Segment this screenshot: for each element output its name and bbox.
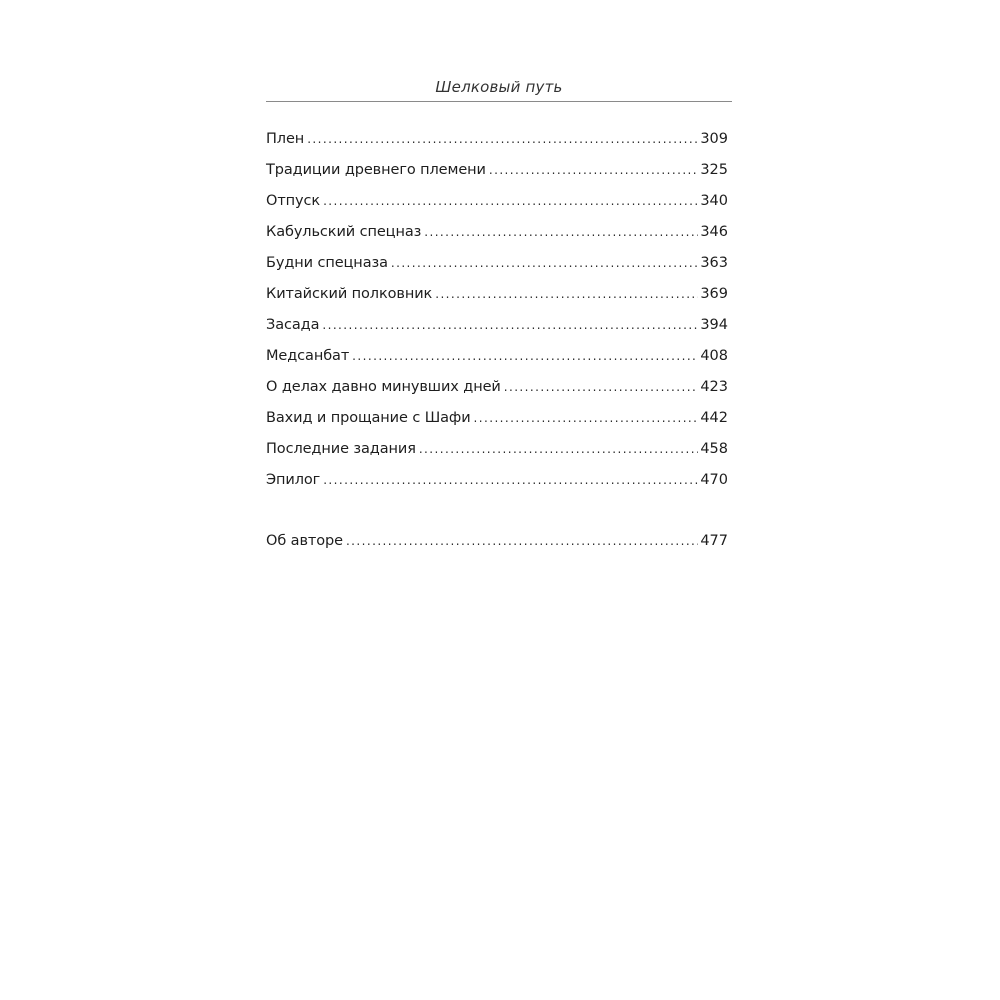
toc-entry (266, 279, 728, 310)
toc-entry-title: Плен (266, 131, 305, 147)
toc-dot-leader (419, 434, 698, 465)
toc-dot-leader (323, 465, 698, 496)
toc-dot-leader (346, 526, 698, 557)
toc-entry (266, 434, 728, 465)
toc-entry-page: 394 (700, 317, 728, 333)
toc-dot-leader (322, 310, 698, 341)
toc-entry-page: 325 (700, 162, 728, 178)
toc-entry-page: 363 (700, 255, 728, 271)
toc-dot-leader (435, 279, 698, 310)
toc-entry-page: 458 (700, 441, 728, 457)
toc-entry-page: 346 (700, 224, 728, 240)
toc-dot-leader (504, 372, 699, 403)
toc-entry-title: Будни спецназа (266, 255, 388, 271)
toc-entry-page: 477 (700, 533, 728, 549)
toc-entry (266, 155, 728, 186)
toc-entry-title: Отпуск (266, 193, 321, 209)
toc-entry-title: Традиции древнего племени (266, 162, 486, 178)
toc-entry-about-author (266, 526, 728, 557)
toc-dot-leader (489, 155, 698, 186)
toc-entry-page: 423 (700, 379, 728, 395)
toc-entry-title: Об авторе (266, 533, 343, 549)
toc-dot-leader (352, 341, 698, 372)
toc-entry (266, 124, 728, 155)
toc-entry-title: Медсанбат (266, 348, 350, 364)
toc-entry (266, 186, 728, 217)
toc-entry-title: Кабульский спецназ (266, 224, 422, 240)
toc-entry-page: 408 (700, 348, 728, 364)
table-of-contents (266, 124, 728, 557)
toc-entry-page: 369 (700, 286, 728, 302)
toc-entry (266, 465, 728, 496)
running-header: Шелковый путь (435, 78, 563, 96)
toc-entry-title: О делах давно минувших дней (266, 379, 501, 395)
toc-dot-leader (307, 124, 698, 155)
toc-entry (266, 248, 728, 279)
toc-entry-page: 470 (700, 472, 728, 488)
toc-entry (266, 372, 728, 403)
toc-entry (266, 403, 728, 434)
toc-entry-page: 340 (700, 193, 728, 209)
toc-entry (266, 310, 728, 341)
toc-entry-title: Китайский полковник (266, 286, 433, 302)
toc-dot-leader (323, 186, 698, 217)
toc-dot-leader (391, 248, 698, 279)
toc-entry-title: Последние задания (266, 441, 416, 457)
toc-entry (266, 217, 728, 248)
toc-entry-title: Вахид и прощание с Шафи (266, 410, 471, 426)
toc-entry (266, 341, 728, 372)
toc-entry-page: 442 (700, 410, 728, 426)
toc-entry-title: Эпилог (266, 472, 321, 488)
toc-entry-title: Засада (266, 317, 320, 333)
toc-dot-leader (474, 403, 699, 434)
toc-entry-page: 309 (700, 131, 728, 147)
header-rule (266, 101, 732, 102)
toc-dot-leader (424, 217, 698, 248)
